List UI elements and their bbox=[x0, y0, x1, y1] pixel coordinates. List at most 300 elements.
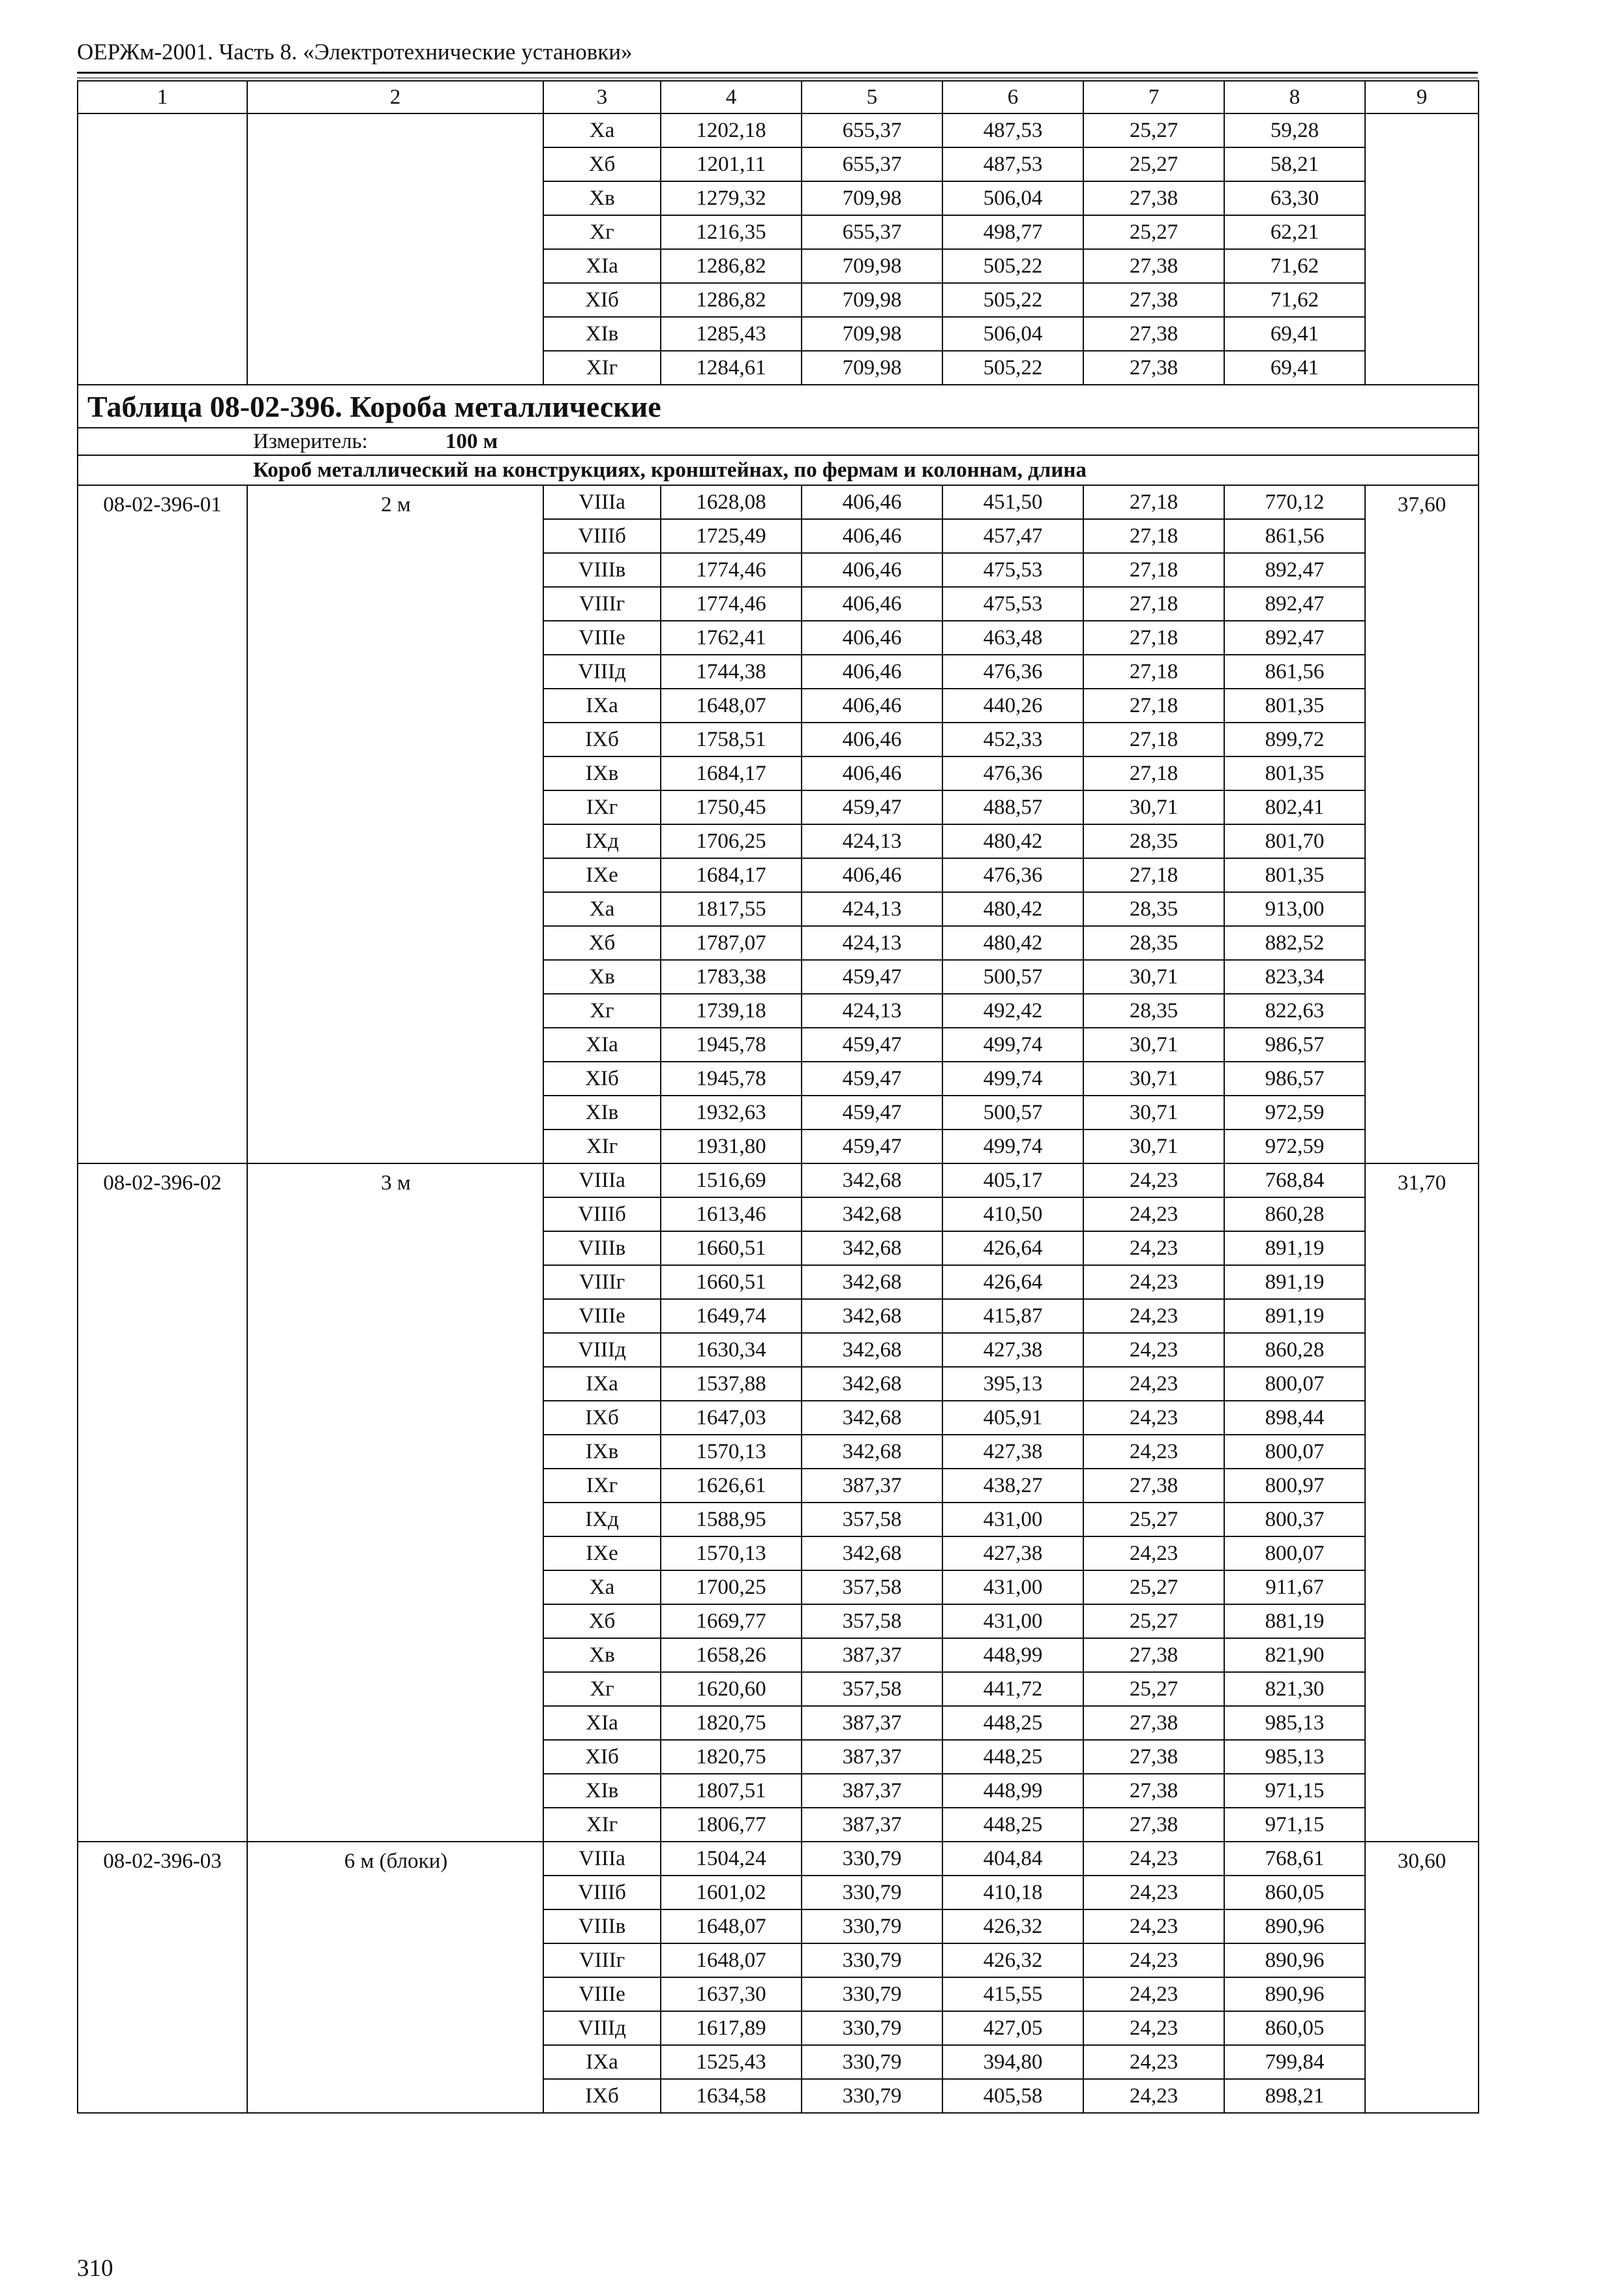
machines-cell: 476,36 bbox=[942, 858, 1083, 892]
machines-cell: 499,74 bbox=[942, 1028, 1083, 1062]
machines-cell: 410,18 bbox=[942, 1876, 1083, 1909]
machinist-wages-cell: 27,38 bbox=[1083, 1808, 1224, 1842]
total-cost-cell: 1285,43 bbox=[661, 317, 802, 351]
machines-cell: 492,42 bbox=[942, 994, 1083, 1028]
machines-cell: 448,25 bbox=[942, 1706, 1083, 1740]
wages-cell: 459,47 bbox=[802, 790, 942, 824]
materials-cell: 801,35 bbox=[1224, 689, 1365, 723]
machinist-wages-cell: 25,27 bbox=[1083, 113, 1224, 147]
machinist-wages-cell: 24,23 bbox=[1083, 1299, 1224, 1333]
machines-cell: 451,50 bbox=[942, 485, 1083, 519]
column-number: 6 bbox=[942, 81, 1083, 113]
materials-cell: 891,19 bbox=[1224, 1231, 1365, 1265]
materials-cell: 768,61 bbox=[1224, 1842, 1365, 1876]
materials-cell: 800,07 bbox=[1224, 1435, 1365, 1469]
total-cost-cell: 1648,07 bbox=[661, 1943, 802, 1977]
wages-cell: 655,37 bbox=[802, 215, 942, 249]
zone-cell: Хв bbox=[543, 181, 661, 215]
machinist-wages-cell: 24,23 bbox=[1083, 2045, 1224, 2079]
zone-cell: IХв bbox=[543, 756, 661, 790]
total-cost-cell: 1774,46 bbox=[661, 553, 802, 587]
zone-cell: ХIа bbox=[543, 249, 661, 283]
total-cost-cell: 1202,18 bbox=[661, 113, 802, 147]
zone-cell: IХб bbox=[543, 1401, 661, 1435]
page-number: 310 bbox=[77, 2255, 113, 2282]
total-cost-cell: 1817,55 bbox=[661, 892, 802, 926]
machinist-wages-cell: 25,27 bbox=[1083, 215, 1224, 249]
machinist-wages-cell: 24,23 bbox=[1083, 1977, 1224, 2011]
materials-cell: 823,34 bbox=[1224, 960, 1365, 994]
machinist-wages-cell: 27,38 bbox=[1083, 1774, 1224, 1808]
wages-cell: 424,13 bbox=[802, 824, 942, 858]
wages-cell: 330,79 bbox=[802, 2045, 942, 2079]
zone-cell: VIIIб bbox=[543, 1197, 661, 1231]
materials-cell: 898,44 bbox=[1224, 1401, 1365, 1435]
materials-cell: 821,90 bbox=[1224, 1638, 1365, 1672]
machinist-wages-cell: 27,38 bbox=[1083, 317, 1224, 351]
zone-cell: IХе bbox=[543, 1536, 661, 1570]
machines-cell: 500,57 bbox=[942, 1096, 1083, 1130]
total-cost-cell: 1626,61 bbox=[661, 1469, 802, 1503]
machinist-wages-cell: 27,18 bbox=[1083, 587, 1224, 621]
materials-cell: 891,19 bbox=[1224, 1265, 1365, 1299]
wages-cell: 459,47 bbox=[802, 1130, 942, 1163]
materials-cell: 892,47 bbox=[1224, 553, 1365, 587]
materials-cell: 800,07 bbox=[1224, 1367, 1365, 1401]
machinist-wages-cell: 24,23 bbox=[1083, 1197, 1224, 1231]
machines-cell: 488,57 bbox=[942, 790, 1083, 824]
materials-cell: 972,59 bbox=[1224, 1096, 1365, 1130]
total-cost-cell: 1660,51 bbox=[661, 1265, 802, 1299]
table-title: Таблица 08-02-396. Короба металлические bbox=[78, 385, 1479, 428]
total-cost-cell: 1931,80 bbox=[661, 1130, 802, 1163]
materials-cell: 890,96 bbox=[1224, 1909, 1365, 1943]
zone-cell: IХг bbox=[543, 790, 661, 824]
machines-cell: 441,72 bbox=[942, 1672, 1083, 1706]
machines-cell: 487,53 bbox=[942, 147, 1083, 181]
materials-cell: 821,30 bbox=[1224, 1672, 1365, 1706]
materials-cell: 882,52 bbox=[1224, 926, 1365, 960]
zone-cell: IХа bbox=[543, 2045, 661, 2079]
wages-cell: 342,68 bbox=[802, 1231, 942, 1265]
machines-cell: 505,22 bbox=[942, 249, 1083, 283]
wages-cell: 424,13 bbox=[802, 926, 942, 960]
total-cost-cell: 1286,82 bbox=[661, 283, 802, 317]
machinist-wages-cell: 27,38 bbox=[1083, 1706, 1224, 1740]
wages-cell: 342,68 bbox=[802, 1163, 942, 1197]
unit-row bbox=[78, 428, 1479, 455]
total-cost-cell: 1807,51 bbox=[661, 1774, 802, 1808]
zone-cell: Ха bbox=[543, 1570, 661, 1604]
total-cost-cell: 1570,13 bbox=[661, 1435, 802, 1469]
machines-cell: 487,53 bbox=[942, 113, 1083, 147]
wages-cell: 342,68 bbox=[802, 1367, 942, 1401]
materials-cell: 799,84 bbox=[1224, 2045, 1365, 2079]
total-cost-cell: 1504,24 bbox=[661, 1842, 802, 1876]
column-number: 3 bbox=[543, 81, 661, 113]
wages-cell: 330,79 bbox=[802, 2011, 942, 2045]
machines-cell: 448,99 bbox=[942, 1774, 1083, 1808]
machines-cell: 427,38 bbox=[942, 1435, 1083, 1469]
total-cost-cell: 1628,08 bbox=[661, 485, 802, 519]
total-cost-cell: 1588,95 bbox=[661, 1503, 802, 1536]
zone-cell: ХIг bbox=[543, 351, 661, 385]
machinist-wages-cell: 24,23 bbox=[1083, 1536, 1224, 1570]
machinist-wages-cell: 27,38 bbox=[1083, 181, 1224, 215]
zone-cell: VIIIб bbox=[543, 1876, 661, 1909]
zone-cell: VIIIд bbox=[543, 655, 661, 689]
wages-cell: 357,58 bbox=[802, 1503, 942, 1536]
materials-cell: 69,41 bbox=[1224, 317, 1365, 351]
machines-cell: 404,84 bbox=[942, 1842, 1083, 1876]
machines-cell: 405,58 bbox=[942, 2079, 1083, 2113]
machines-cell: 426,32 bbox=[942, 1909, 1083, 1943]
machinist-wages-cell: 27,38 bbox=[1083, 1469, 1224, 1503]
zone-cell: ХIг bbox=[543, 1130, 661, 1163]
zone-cell: Хб bbox=[543, 1604, 661, 1638]
machinist-wages-cell: 24,23 bbox=[1083, 1265, 1224, 1299]
wages-cell: 709,98 bbox=[802, 351, 942, 385]
total-cost-cell: 1617,89 bbox=[661, 2011, 802, 2045]
total-cost-cell: 1660,51 bbox=[661, 1231, 802, 1265]
zone-cell: IХе bbox=[543, 858, 661, 892]
total-cost-cell: 1637,30 bbox=[661, 1977, 802, 2011]
column-number: 5 bbox=[802, 81, 942, 113]
materials-cell: 971,15 bbox=[1224, 1808, 1365, 1842]
zone-cell: ХIа bbox=[543, 1028, 661, 1062]
materials-cell: 890,96 bbox=[1224, 1977, 1365, 2011]
table-row bbox=[78, 485, 1479, 519]
materials-cell: 822,63 bbox=[1224, 994, 1365, 1028]
materials-cell: 892,47 bbox=[1224, 587, 1365, 621]
zone-cell: Ха bbox=[543, 892, 661, 926]
materials-cell: 881,19 bbox=[1224, 1604, 1365, 1638]
machinist-wages-cell: 30,71 bbox=[1083, 1130, 1224, 1163]
machinist-wages-cell: 27,38 bbox=[1083, 1638, 1224, 1672]
materials-cell: 860,05 bbox=[1224, 1876, 1365, 1909]
wages-cell: 406,46 bbox=[802, 689, 942, 723]
zone-cell: VIIIе bbox=[543, 1299, 661, 1333]
name-cell-empty bbox=[247, 113, 543, 385]
total-cost-cell: 1284,61 bbox=[661, 351, 802, 385]
machinist-wages-cell: 24,23 bbox=[1083, 1435, 1224, 1469]
machinist-wages-cell: 24,23 bbox=[1083, 1909, 1224, 1943]
machinist-wages-cell: 27,18 bbox=[1083, 655, 1224, 689]
wages-cell: 709,98 bbox=[802, 181, 942, 215]
machines-cell: 506,04 bbox=[942, 181, 1083, 215]
machines-cell: 426,64 bbox=[942, 1265, 1083, 1299]
wages-cell: 342,68 bbox=[802, 1435, 942, 1469]
rate-code: 08-02-396-01 bbox=[78, 485, 247, 1163]
zone-cell: Хг bbox=[543, 1672, 661, 1706]
machinist-wages-cell: 30,71 bbox=[1083, 1096, 1224, 1130]
machinist-wages-cell: 25,27 bbox=[1083, 1503, 1224, 1536]
wages-cell: 655,37 bbox=[802, 113, 942, 147]
total-cost-cell: 1537,88 bbox=[661, 1367, 802, 1401]
materials-cell: 71,62 bbox=[1224, 249, 1365, 283]
total-cost-cell: 1725,49 bbox=[661, 519, 802, 553]
wages-cell: 655,37 bbox=[802, 147, 942, 181]
machines-cell: 505,22 bbox=[942, 351, 1083, 385]
wages-cell: 406,46 bbox=[802, 485, 942, 519]
wages-cell: 342,68 bbox=[802, 1536, 942, 1570]
wages-cell: 406,46 bbox=[802, 621, 942, 655]
zone-cell: ХIа bbox=[543, 1706, 661, 1740]
total-cost-cell: 1620,60 bbox=[661, 1672, 802, 1706]
zone-cell: VIIIб bbox=[543, 519, 661, 553]
wages-cell: 342,68 bbox=[802, 1197, 942, 1231]
total-cost-cell: 1762,41 bbox=[661, 621, 802, 655]
table-row bbox=[78, 1842, 1479, 1876]
total-cost-cell: 1783,38 bbox=[661, 960, 802, 994]
total-cost-cell: 1820,75 bbox=[661, 1706, 802, 1740]
mass-cell: 30,60 bbox=[1365, 1842, 1479, 2113]
machinist-wages-cell: 27,38 bbox=[1083, 249, 1224, 283]
materials-cell: 986,57 bbox=[1224, 1062, 1365, 1096]
wages-cell: 406,46 bbox=[802, 756, 942, 790]
total-cost-cell: 1684,17 bbox=[661, 756, 802, 790]
wages-cell: 357,58 bbox=[802, 1672, 942, 1706]
machinist-wages-cell: 24,23 bbox=[1083, 1943, 1224, 1977]
column-number: 9 bbox=[1365, 81, 1479, 113]
wages-cell: 342,68 bbox=[802, 1299, 942, 1333]
wages-cell: 387,37 bbox=[802, 1638, 942, 1672]
total-cost-cell: 1744,38 bbox=[661, 655, 802, 689]
zone-cell: ХIб bbox=[543, 1062, 661, 1096]
materials-cell: 911,67 bbox=[1224, 1570, 1365, 1604]
rate-code: 08-02-396-03 bbox=[78, 1842, 247, 2113]
materials-cell: 63,30 bbox=[1224, 181, 1365, 215]
wages-cell: 709,98 bbox=[802, 249, 942, 283]
materials-cell: 768,84 bbox=[1224, 1163, 1365, 1197]
materials-cell: 802,41 bbox=[1224, 790, 1365, 824]
machines-cell: 476,36 bbox=[942, 655, 1083, 689]
zone-cell: IХд bbox=[543, 824, 661, 858]
materials-cell: 860,05 bbox=[1224, 2011, 1365, 2045]
machinist-wages-cell: 27,18 bbox=[1083, 689, 1224, 723]
materials-cell: 972,59 bbox=[1224, 1130, 1365, 1163]
zone-cell: Хв bbox=[543, 1638, 661, 1672]
wages-cell: 387,37 bbox=[802, 1774, 942, 1808]
total-cost-cell: 1525,43 bbox=[661, 2045, 802, 2079]
machines-cell: 394,80 bbox=[942, 2045, 1083, 2079]
mass-cell: 31,70 bbox=[1365, 1163, 1479, 1842]
wages-cell: 424,13 bbox=[802, 892, 942, 926]
wages-cell: 406,46 bbox=[802, 587, 942, 621]
machines-cell: 499,74 bbox=[942, 1062, 1083, 1096]
total-cost-cell: 1516,69 bbox=[661, 1163, 802, 1197]
wages-cell: 406,46 bbox=[802, 858, 942, 892]
materials-cell: 860,28 bbox=[1224, 1197, 1365, 1231]
machinist-wages-cell: 24,23 bbox=[1083, 2011, 1224, 2045]
materials-cell: 59,28 bbox=[1224, 113, 1365, 147]
machinist-wages-cell: 24,23 bbox=[1083, 1163, 1224, 1197]
zone-cell: Хг bbox=[543, 215, 661, 249]
zone-cell: IХв bbox=[543, 1435, 661, 1469]
machines-cell: 426,64 bbox=[942, 1231, 1083, 1265]
column-number: 8 bbox=[1224, 81, 1365, 113]
machines-cell: 405,91 bbox=[942, 1401, 1083, 1435]
wages-cell: 330,79 bbox=[802, 1842, 942, 1876]
table-body bbox=[78, 81, 1479, 2113]
rate-name: 2 м bbox=[247, 485, 543, 1163]
machines-cell: 448,25 bbox=[942, 1808, 1083, 1842]
column-number-row bbox=[78, 81, 1479, 113]
materials-cell: 770,12 bbox=[1224, 485, 1365, 519]
zone-cell: VIIIд bbox=[543, 2011, 661, 2045]
total-cost-cell: 1684,17 bbox=[661, 858, 802, 892]
machines-cell: 452,33 bbox=[942, 723, 1083, 756]
machinist-wages-cell: 30,71 bbox=[1083, 1028, 1224, 1062]
wages-cell: 406,46 bbox=[802, 723, 942, 756]
zone-cell: IХа bbox=[543, 689, 661, 723]
machines-cell: 498,77 bbox=[942, 215, 1083, 249]
wages-cell: 330,79 bbox=[802, 1943, 942, 1977]
machinist-wages-cell: 27,18 bbox=[1083, 723, 1224, 756]
mass-cell: 37,60 bbox=[1365, 485, 1479, 1163]
zone-cell: VIIIг bbox=[543, 587, 661, 621]
zone-cell: ХIг bbox=[543, 1808, 661, 1842]
wages-cell: 406,46 bbox=[802, 553, 942, 587]
table-title-row bbox=[78, 385, 1479, 428]
machinist-wages-cell: 24,23 bbox=[1083, 1231, 1224, 1265]
machines-cell: 427,38 bbox=[942, 1333, 1083, 1367]
total-cost-cell: 1750,45 bbox=[661, 790, 802, 824]
machinist-wages-cell: 27,18 bbox=[1083, 519, 1224, 553]
wages-cell: 342,68 bbox=[802, 1401, 942, 1435]
materials-cell: 801,35 bbox=[1224, 858, 1365, 892]
total-cost-cell: 1739,18 bbox=[661, 994, 802, 1028]
machines-cell: 480,42 bbox=[942, 892, 1083, 926]
machines-cell: 410,50 bbox=[942, 1197, 1083, 1231]
rate-code: 08-02-396-02 bbox=[78, 1163, 247, 1842]
zone-cell: IХд bbox=[543, 1503, 661, 1536]
total-cost-cell: 1774,46 bbox=[661, 587, 802, 621]
rate-name: 3 м bbox=[247, 1163, 543, 1842]
materials-cell: 861,56 bbox=[1224, 655, 1365, 689]
wages-cell: 357,58 bbox=[802, 1570, 942, 1604]
column-number: 4 bbox=[661, 81, 802, 113]
materials-cell: 801,35 bbox=[1224, 756, 1365, 790]
wages-cell: 709,98 bbox=[802, 317, 942, 351]
materials-cell: 69,41 bbox=[1224, 351, 1365, 385]
machines-cell: 476,36 bbox=[942, 756, 1083, 790]
machines-cell: 505,22 bbox=[942, 283, 1083, 317]
total-cost-cell: 1669,77 bbox=[661, 1604, 802, 1638]
machinist-wages-cell: 27,18 bbox=[1083, 756, 1224, 790]
machines-cell: 440,26 bbox=[942, 689, 1083, 723]
wages-cell: 330,79 bbox=[802, 1909, 942, 1943]
total-cost-cell: 1758,51 bbox=[661, 723, 802, 756]
machinist-wages-cell: 25,27 bbox=[1083, 1672, 1224, 1706]
machinist-wages-cell: 27,18 bbox=[1083, 485, 1224, 519]
machinist-wages-cell: 25,27 bbox=[1083, 1570, 1224, 1604]
total-cost-cell: 1613,46 bbox=[661, 1197, 802, 1231]
table-description: Короб металлический на конструкциях, кронштейнах, по фермам и колоннам, длина bbox=[78, 455, 1479, 485]
zone-cell: VIIIг bbox=[543, 1943, 661, 1977]
unit-value: 100 м bbox=[445, 429, 498, 453]
machines-cell: 431,00 bbox=[942, 1604, 1083, 1638]
machines-cell: 499,74 bbox=[942, 1130, 1083, 1163]
zone-cell: IХб bbox=[543, 2079, 661, 2113]
zone-cell: IХа bbox=[543, 1367, 661, 1401]
total-cost-cell: 1216,35 bbox=[661, 215, 802, 249]
machinist-wages-cell: 30,71 bbox=[1083, 1062, 1224, 1096]
materials-cell: 891,19 bbox=[1224, 1299, 1365, 1333]
machines-cell: 475,53 bbox=[942, 553, 1083, 587]
machinist-wages-cell: 27,38 bbox=[1083, 1740, 1224, 1774]
zone-cell: VIIIа bbox=[543, 1163, 661, 1197]
code-cell-empty bbox=[78, 113, 247, 385]
materials-cell: 800,37 bbox=[1224, 1503, 1365, 1536]
total-cost-cell: 1706,25 bbox=[661, 824, 802, 858]
wages-cell: 459,47 bbox=[802, 960, 942, 994]
column-number: 1 bbox=[78, 81, 247, 113]
machinist-wages-cell: 27,18 bbox=[1083, 858, 1224, 892]
zone-cell: VIIIе bbox=[543, 1977, 661, 2011]
rates-table bbox=[77, 80, 1479, 2114]
materials-cell: 985,13 bbox=[1224, 1740, 1365, 1774]
materials-cell: 890,96 bbox=[1224, 1943, 1365, 1977]
zone-cell: VIIIд bbox=[543, 1333, 661, 1367]
machinist-wages-cell: 24,23 bbox=[1083, 1401, 1224, 1435]
zone-cell: IХг bbox=[543, 1469, 661, 1503]
wages-cell: 424,13 bbox=[802, 994, 942, 1028]
table-row bbox=[78, 1163, 1479, 1197]
wages-cell: 330,79 bbox=[802, 2079, 942, 2113]
machinist-wages-cell: 24,23 bbox=[1083, 1876, 1224, 1909]
total-cost-cell: 1787,07 bbox=[661, 926, 802, 960]
total-cost-cell: 1570,13 bbox=[661, 1536, 802, 1570]
total-cost-cell: 1630,34 bbox=[661, 1333, 802, 1367]
wages-cell: 406,46 bbox=[802, 519, 942, 553]
zone-cell: ХIв bbox=[543, 1096, 661, 1130]
machines-cell: 427,38 bbox=[942, 1536, 1083, 1570]
wages-cell: 406,46 bbox=[802, 655, 942, 689]
mass-cell-empty bbox=[1365, 113, 1479, 385]
zone-cell: VIIIа bbox=[543, 1842, 661, 1876]
materials-cell: 801,70 bbox=[1224, 824, 1365, 858]
wages-cell: 709,98 bbox=[802, 283, 942, 317]
materials-cell: 971,15 bbox=[1224, 1774, 1365, 1808]
total-cost-cell: 1634,58 bbox=[661, 2079, 802, 2113]
wages-cell: 387,37 bbox=[802, 1469, 942, 1503]
machines-cell: 448,99 bbox=[942, 1638, 1083, 1672]
wages-cell: 342,68 bbox=[802, 1333, 942, 1367]
total-cost-cell: 1648,07 bbox=[661, 1909, 802, 1943]
materials-cell: 899,72 bbox=[1224, 723, 1365, 756]
machinist-wages-cell: 30,71 bbox=[1083, 960, 1224, 994]
materials-cell: 913,00 bbox=[1224, 892, 1365, 926]
machinist-wages-cell: 24,23 bbox=[1083, 1333, 1224, 1367]
machines-cell: 480,42 bbox=[942, 926, 1083, 960]
machines-cell: 395,13 bbox=[942, 1367, 1083, 1401]
machines-cell: 405,17 bbox=[942, 1163, 1083, 1197]
zone-cell: VIIIа bbox=[543, 485, 661, 519]
machines-cell: 431,00 bbox=[942, 1570, 1083, 1604]
column-number: 2 bbox=[247, 81, 543, 113]
running-header: ОЕРЖм-2001. Часть 8. «Электротехнические установки» bbox=[77, 39, 633, 65]
machinist-wages-cell: 28,35 bbox=[1083, 892, 1224, 926]
zone-cell: VIIIв bbox=[543, 1909, 661, 1943]
zone-cell: IХб bbox=[543, 723, 661, 756]
zone-cell: VIIIв bbox=[543, 1231, 661, 1265]
wages-cell: 330,79 bbox=[802, 1977, 942, 2011]
materials-cell: 861,56 bbox=[1224, 519, 1365, 553]
wages-cell: 459,47 bbox=[802, 1096, 942, 1130]
total-cost-cell: 1820,75 bbox=[661, 1740, 802, 1774]
machinist-wages-cell: 24,23 bbox=[1083, 2079, 1224, 2113]
